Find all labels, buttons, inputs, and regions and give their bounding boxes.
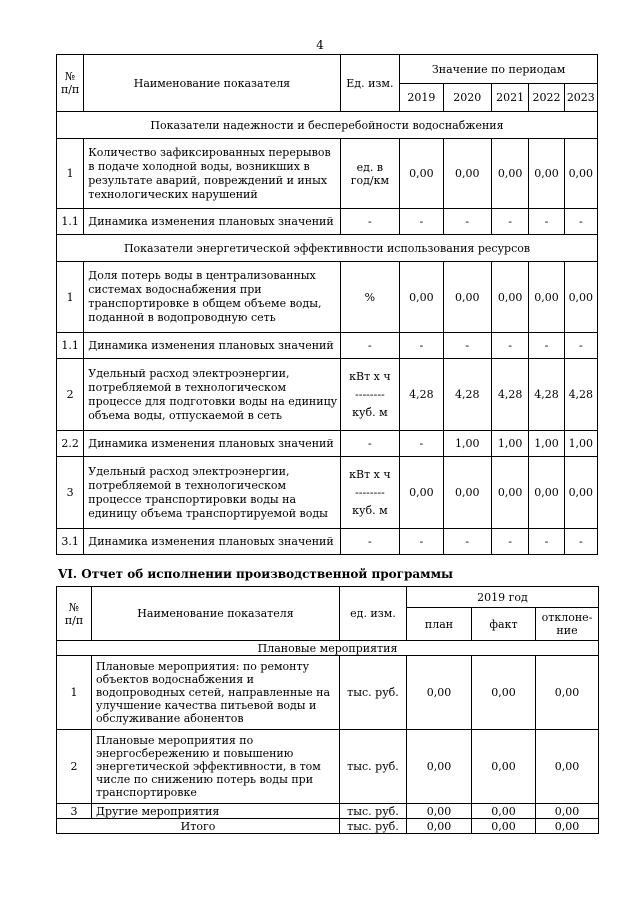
header-fact: факт <box>472 608 536 641</box>
total-row: Итого тыс. руб. 0,00 0,00 0,00 <box>57 819 599 834</box>
year-2022: 2022 <box>529 84 564 112</box>
section-row <box>57 641 599 656</box>
table-row: 2 Удельный расход электроэнергии, потребляемой в технологическом процессе для подготовки воды на единицу объема воды, отпускаемой в сеть кВт х ч -------- куб. м 4,28 4,28 4,28 4,28 4,28 <box>57 359 598 431</box>
section-energy: Показатели энергетической эффективности использования ресурсов <box>57 235 598 262</box>
table-row: 1 Количество зафиксированных перерывов в подаче холодной воды, возникших в результате аварий, повреждений и иных технологических нарушений ед. в год/км 0,00 0,00 0,00 0,00 0,00 <box>57 139 598 209</box>
year-2023: 2023 <box>564 84 597 112</box>
table-row: 1 Плановые мероприятия: по ремонту объектов водоснабжения и водопроводных сетей, направленные на улучшение качества питьевой воды и обслуживание абонентов тыс. руб. 0,00 0,00 0,00 <box>57 656 599 730</box>
header-num: № п/п <box>57 55 84 112</box>
header-name: Наименование показателя <box>84 55 340 112</box>
table-row: 1.1 Динамика изменения плановых значений - - - - - - <box>57 209 598 235</box>
year-2021: 2021 <box>491 84 528 112</box>
table-row: 2.2 Динамика изменения плановых значений - - 1,00 1,00 1,00 1,00 <box>57 431 598 457</box>
targets-table <box>56 54 598 555</box>
section-row <box>57 112 598 139</box>
header-row <box>57 587 599 608</box>
year-2020: 2020 <box>443 84 491 112</box>
header-num: № п/п <box>57 587 92 641</box>
year-2019: 2019 <box>400 84 443 112</box>
section-title: VI. Отчет об исполнении производственной программы <box>58 567 454 581</box>
table-row: 3 Другие мероприятия тыс. руб. 0,00 0,00 0,00 <box>57 804 599 819</box>
section-row <box>57 235 598 262</box>
header-plan: план <box>407 608 472 641</box>
header-deviation: отклоне- ние <box>536 608 599 641</box>
table-row: 1.1 Динамика изменения плановых значений - - - - - - <box>57 333 598 359</box>
table-row: 1 Доля потерь воды в централизованных системах водоснабжения при транспортировке в общем объеме воды, поданной в водопроводную сеть % 0,00 0,00 0,00 0,00 0,00 <box>57 262 598 333</box>
section-planned: Плановые мероприятия <box>57 641 599 656</box>
header-year: 2019 год <box>407 587 599 608</box>
header-row <box>57 55 598 84</box>
table-row: 2 Плановые мероприятия по энергосбережению и повышению энергетической эффективности, в том числе по снижению потерь воды при транспортировке тыс. руб. 0,00 0,00 0,00 <box>57 730 599 804</box>
report-table <box>56 586 599 834</box>
page-number: 4 <box>316 38 324 52</box>
header-unit: Ед. изм. <box>340 55 400 112</box>
header-name: Наименование показателя <box>92 587 340 641</box>
header-periods: Значение по периодам <box>400 55 598 84</box>
table-row: 3.1 Динамика изменения плановых значений - - - - - - <box>57 529 598 555</box>
table-row: 3 Удельный расход электроэнергии, потребляемой в технологическом процессе транспортировки воды на единицу объема транспортируемой воды кВт х ч -------- куб. м 0,00 0,00 0,00 0,00 0,00 <box>57 457 598 529</box>
header-unit: ед. изм. <box>340 587 407 641</box>
section-reliability: Показатели надежности и бесперебойности водоснабжения <box>57 112 598 139</box>
